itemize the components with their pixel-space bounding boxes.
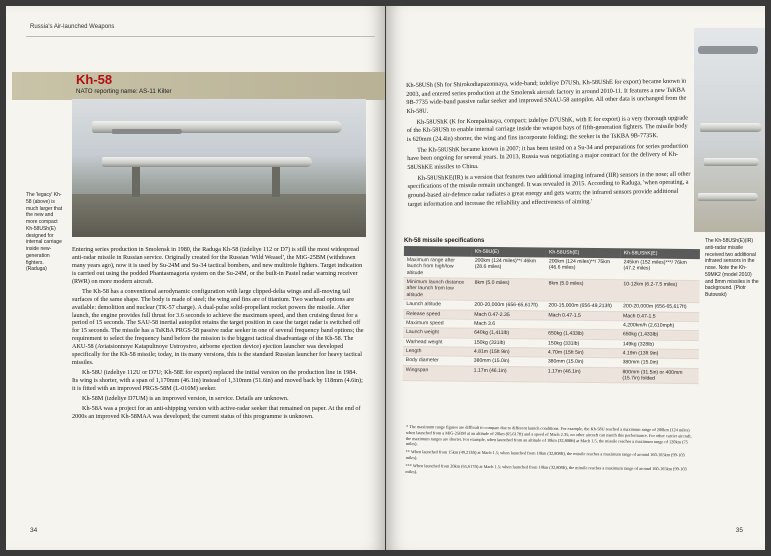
spec-cell: 200km (124 miles)**/ 75km (46.6 miles) — [546, 257, 621, 279]
spec-cell: 150kg (331lb) — [471, 338, 545, 348]
page-number: 34 — [30, 527, 38, 534]
spec-cell: Wingspan — [403, 365, 471, 381]
photo-caption: The Kh-58USh(E)(IR) anti-radar missile received two additional infrared sensors in the nose. Note the Kh-59MK2 (model 2010) and 8mm missiles in the background. (Piotr Butowski) — [705, 238, 759, 298]
spec-cell: Launch weight — [403, 328, 471, 338]
table-note: ** When launched from 15km (49,213ft) at Mach 1.5; when launched from 10km (32,808ft), the missile reaches a maximum range of around 160-165km (99-103 miles). — [405, 449, 685, 461]
spec-cell: Warhead weight — [403, 337, 471, 347]
paragraph: Kh-58A was a project for an anti-shipping version with active-radar seeker that remained on paper. At the end of 2000s an improved Kh-58MAA was developed; the current status of this programme is unknown. — [72, 404, 361, 420]
spec-cell: Mach 0.47-1.5 — [620, 311, 699, 321]
paragraph: Kh-58UShK (K for Kompaktnaya, compact; izdeliye D7UShK, with E for export) is a very thorough upgrade of the Kh-58USh to enable internal carriage inside the weapon bays of fifth-generation fighters. The missile body is 620mm (24.4in) shorter, the wing and fins incorporate folding; the seeker is the TsKBA 9B-7735K. — [406, 114, 688, 144]
paragraph: Entering series production in Smolensk in 1980, the Raduga Kh-58 (izdeliye 112 or D7) is still the most widespread anti-radar missile in Russian service. Originally created for the Russian 'Wild Weasel', the MiG-25BM (withdrawn many years ago), now it is used by Su-24M and Su-34 tactical bombers, and new multirole fighters. Target indication is carried out using the podded Phantasmagoria system on the Su-24M, or the built-in Pastel radar warning receiver (RWR) on more modern aircraft. — [72, 246, 363, 285]
table-notes — [405, 424, 696, 480]
spec-row — [403, 365, 699, 384]
spec-cell: 4.81m (15ft 9in) — [471, 347, 545, 357]
paragraph: Kh-58USh (Sh for Shirokodiapazonnaya, wide-band; izdeliye D7USh, Kh-58UShE for export) became known in 2003, and entered series production at the Smolensk aircraft factory in around 2010-11. It features a new TsKBA 9B-7735 wide-band passive radar seeker and improved SNAU-58 autopilot. All other data is unchanged from the Kh-58U. — [406, 77, 687, 116]
paragraph: Kh-58M (izdeliye D7UM) is an improved version, in service. Details are unknown. — [82, 394, 289, 402]
spec-cell: 1.17m (46.1in) — [471, 366, 545, 382]
body-text — [72, 246, 364, 423]
spec-cell: Maximum speed — [403, 318, 471, 328]
page-title: Kh-58 — [76, 72, 113, 87]
spec-header-cell: Kh-58USh(E) — [546, 247, 621, 258]
spec-header-cell: Kh-58UShK(E) — [621, 248, 700, 259]
spec-cell: 8km (5.0 miles) — [545, 279, 620, 302]
paragraph: Kh-58UShKE(IR) is a version that features two additional imaging infrared (IIR) sensors in the nose; all other specifications of the missile remain unchanged. It was revealed in 2015. According to Raduga, 'when operating, a ground-based air-defence radar radiates a great energy and gets warm; the infrared sensors provide additional target information and increase the reliability and effectiveness of aiming.' — [407, 170, 691, 208]
paragraph: Kh-58U (izdeliye 112U or D7U; Kh-58E for export) replaced the initial version on the production line in 1984. Its wing is shorter, with a span of 1,170mm (46.1in) instead of 1,310mm (51.6in) and moved back by 118mm (4.6in); it is fitted with an improved PRGS-58M (L-010M) seeker. — [72, 369, 363, 392]
spec-cell: Release speed — [403, 309, 471, 319]
photo-ground — [72, 194, 366, 237]
left-page — [6, 6, 385, 550]
spec-header-cell: Kh-58U(E) — [472, 247, 546, 258]
stand-leg — [132, 167, 140, 197]
table-note: * The maximum range figures are difficult to compare due to different launch conditions. For example, the Kh-58U reached a maximum range of 200km (124 miles) when launched from a MiG-25BM at an altitude of 20km (65,617ft) and a speed of Mach 2.35; no other aircraft can match this performance. For other carrier aircraft, the maximum ranges are shorter. For example, when launched from an altitude of 10km (32,808ft) at Mach 1.5, the missile reaches a maximum range of 120km (75 miles). — [405, 424, 692, 447]
body-text — [406, 78, 693, 212]
spec-cell: Launch altitude — [403, 300, 471, 310]
spec-cell: 200km (124 miles)**/ 46km (28.6 miles) — [472, 257, 546, 279]
missile-photo — [72, 99, 366, 237]
spec-cell: 150kg (331lb) — [545, 339, 620, 349]
spec-cell: 10-12km (6.2-7.5 miles) — [620, 280, 699, 303]
spec-cell: 8km (5.0 miles) — [471, 278, 545, 301]
spec-table — [403, 246, 700, 384]
header-rule — [26, 36, 375, 37]
spec-cell: 245km (152 miles)***/ 76km (47.2 miles) — [620, 258, 699, 280]
spec-cell: 200-15,000m (656-49,213ft) — [545, 301, 620, 311]
spec-cell: Mach 3.6 — [471, 319, 545, 329]
missile-lower — [102, 157, 312, 167]
title-band — [12, 72, 385, 100]
photo-caption: The 'legacy' Kh-58 (above) is much larger that the new and more compact Kh-58USh(E) designed for internal carriage inside new-generation fighters. (Raduga) — [26, 192, 63, 273]
aircraft-photo — [694, 28, 765, 232]
spec-cell: 1.17m (46.1in) — [545, 367, 620, 384]
spec-cell: 380mm (15.0in) — [545, 357, 620, 367]
spec-cell: 4.19m (13ft 9in) — [620, 349, 699, 359]
missile-shape — [704, 158, 759, 166]
spec-cell: 800mm (31.5in) or 400mm (15.7in) folded — [619, 367, 698, 384]
spec-cell: 380mm (15.0in) — [471, 357, 545, 367]
spec-row — [404, 256, 700, 281]
paragraph: The Kh-58UShK became known in 2007; it has been tested on a Su-34 and preparations for series production have been ongoing for several years. In 2013, Russia was negotiating a major contract for the delivery of Kh-58UShKE missiles to China. — [407, 142, 689, 172]
running-head-left: Russia's Air-launched Weapons — [30, 24, 115, 30]
spec-cell: 4,200km/h (2,610mph) — [620, 321, 699, 331]
spec-cell: 650kg (1,433lb) — [620, 330, 699, 340]
table-note: *** When launched from 20km (65,617ft) at Mach 1.5; when launched from 10km (32,808ft), the missile reaches a maximum range of around 160-165km (99-103 miles). — [405, 462, 687, 474]
spec-cell: Minimum launch distance after launch from low altitude — [403, 278, 471, 301]
spec-cell: Body diameter — [403, 356, 471, 366]
missile-shape — [698, 193, 758, 201]
aircraft-shape — [698, 46, 758, 54]
spec-cell: 200-20,000m (656-65,617ft) — [471, 300, 545, 310]
spec-cell: 4.70m (15ft 5in) — [545, 348, 620, 358]
missile-upper-launcher — [112, 129, 182, 134]
page-subtitle: NATO reporting name: AS-11 Kilter — [76, 88, 172, 95]
spec-cell: 380mm (15.0in) — [620, 358, 699, 368]
page-number: 35 — [735, 527, 743, 534]
stand-leg — [272, 167, 280, 197]
missile-shape — [700, 123, 762, 132]
spec-cell: Maximum range after launch from high/low altitude — [404, 256, 472, 278]
spec-cell: 640kg (1,411lb) — [471, 328, 545, 338]
spec-cell: 200-20,000m (656-65,617ft) — [620, 302, 699, 312]
right-page — [386, 6, 765, 550]
spec-header-cell — [404, 246, 472, 257]
spec-cell: 149kg (328lb) — [620, 339, 699, 349]
paragraph: The Kh-58 has a conventional aerodynamic configuration with large clipped-delta wings and all-moving tail surfaces of the same shape. The body is made of steel; the wing and fins are of titanium. Two warhead options are available: demolition and nuclear (TK-57 charge). A dual-pulse solid-propellant rocket powers the missile. After launch, the engine provides full thrust for 3.6 seconds to achieve the maximum speed, and then cruising thrust for a period of 15 seconds. The SAU-58 inertial autopilot retains the target position in case the target radar is switched off for 15 seconds. The missile has a TsKBA PRGS-58 passive radar seeker in one of several frequency band options; the requirement to select the frequency band before the mission is the biggest tactical disadvantage of the Kh-58. The AKU-58 (Aviatsionnoye Katapultnoye Ustroystvo, airborne ejection device) ejection launcher was developed specifically for the Kh-58 missile; today, in its many versions, this is the standard Russian launcher for heavy tactical missiles. — [72, 287, 364, 367]
spec-cell: Mach 0.47-2.35 — [471, 310, 545, 320]
spec-row — [403, 278, 699, 303]
spec-cell: Mach 0.47-1.5 — [545, 310, 620, 320]
spec-table-title: Kh-58 missile specifications — [404, 238, 485, 244]
spec-cell: Length — [403, 346, 471, 356]
spec-cell: 650kg (1,433lb) — [545, 329, 620, 339]
